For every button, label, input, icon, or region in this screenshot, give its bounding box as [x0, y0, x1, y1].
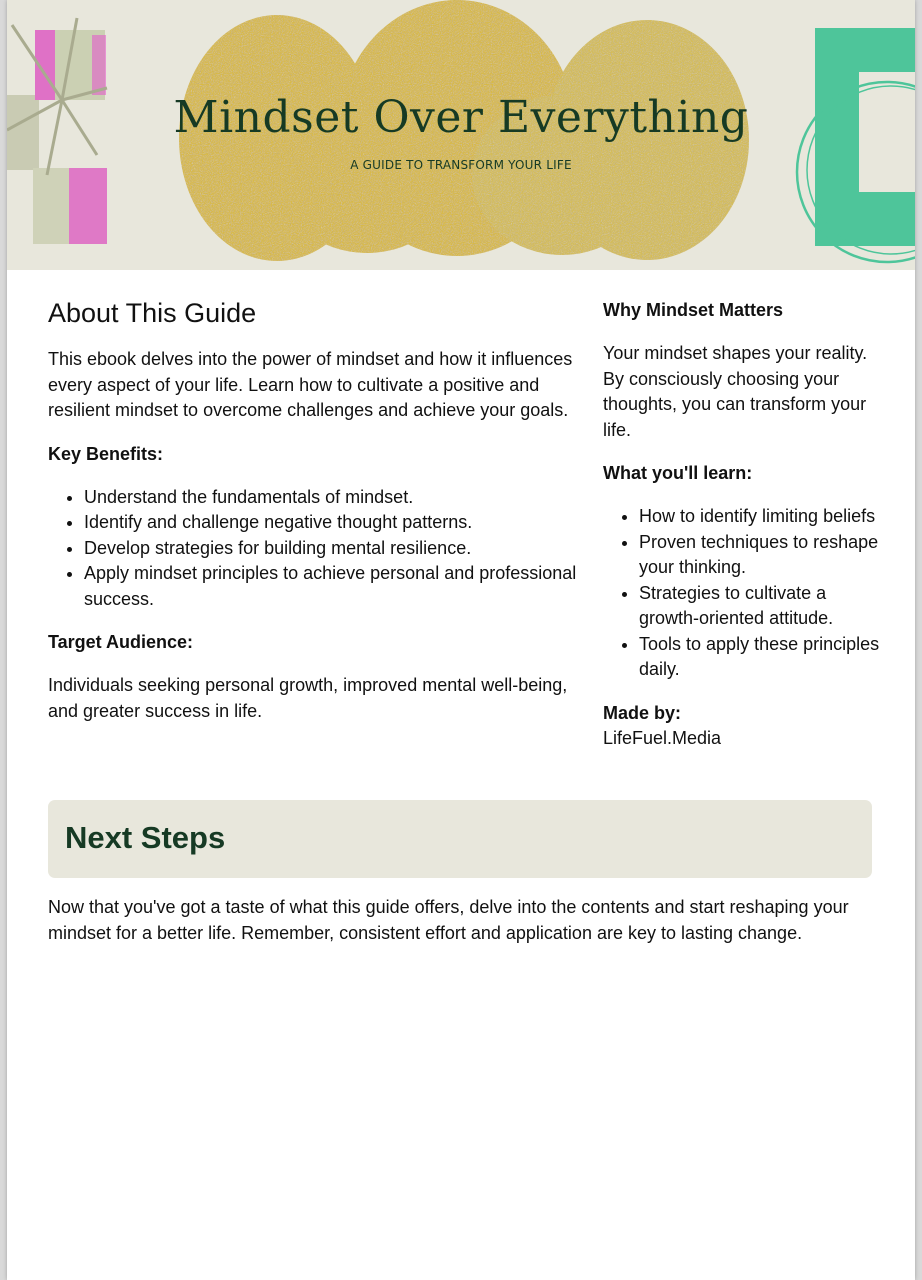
learn-heading: What you'll learn:: [603, 463, 753, 483]
target-audience-text: Individuals seeking personal growth, improved mental well-being, and greater success in life.: [48, 675, 568, 721]
why-column: [603, 298, 883, 751]
list-item: • How to identify limiting beliefs: [639, 504, 883, 530]
key-benefits-list: [48, 485, 593, 613]
banner-title: Mindset Over Everything: [173, 92, 749, 143]
made-by-value: LifeFuel.Media: [603, 727, 722, 748]
list-item: • Identify and challenge negative thought patterns.: [84, 510, 593, 536]
about-column: [48, 298, 593, 742]
pink-stripe-top-right: [92, 35, 106, 95]
learn-list: [603, 504, 883, 683]
about-heading: About This Guide: [48, 298, 257, 328]
next-steps-banner: [48, 800, 872, 878]
why-heading: Why Mindset Matters: [603, 300, 784, 320]
list-item: • Proven techniques to reshape your thinking.: [639, 530, 883, 581]
key-benefits-heading: Key Benefits:: [48, 443, 164, 464]
list-item: • Strategies to cultivate a growth-oriented attitude.: [639, 581, 883, 632]
ebook-page: [7, 0, 915, 1280]
why-text: Your mindset shapes your reality. By consciously choosing your thoughts, you can transform your life.: [603, 343, 868, 440]
pink-stripe-bottom: [69, 168, 107, 244]
banner-subtitle: A GUIDE TO TRANSFORM YOUR LIFE: [350, 158, 572, 172]
mint-frame: [797, 28, 915, 262]
made-by-label: Made by:: [603, 702, 682, 723]
list-item: • Apply mindset principles to achieve personal and professional success.: [84, 561, 593, 612]
next-steps-text: Now that you've got a taste of what this guide offers, delve into the contents and start reshaping your mindset for a better life. Remember, consistent effort and application are key to lasting change.: [48, 897, 849, 943]
header-banner: [7, 0, 915, 270]
list-item: • Develop strategies for building mental resilience.: [84, 536, 593, 562]
next-steps-heading: Next Steps: [65, 820, 226, 855]
about-intro: This ebook delves into the power of mindset and how it influences every aspect of your life. Learn how to cultivate a positive and resilient mindset to overcome challenges and achieve your goals.: [48, 349, 573, 420]
target-audience-heading: Target Audience:: [48, 632, 194, 652]
list-item: • Understand the fundamentals of mindset.: [84, 485, 593, 511]
list-item: • Tools to apply these principles daily.: [639, 632, 883, 683]
